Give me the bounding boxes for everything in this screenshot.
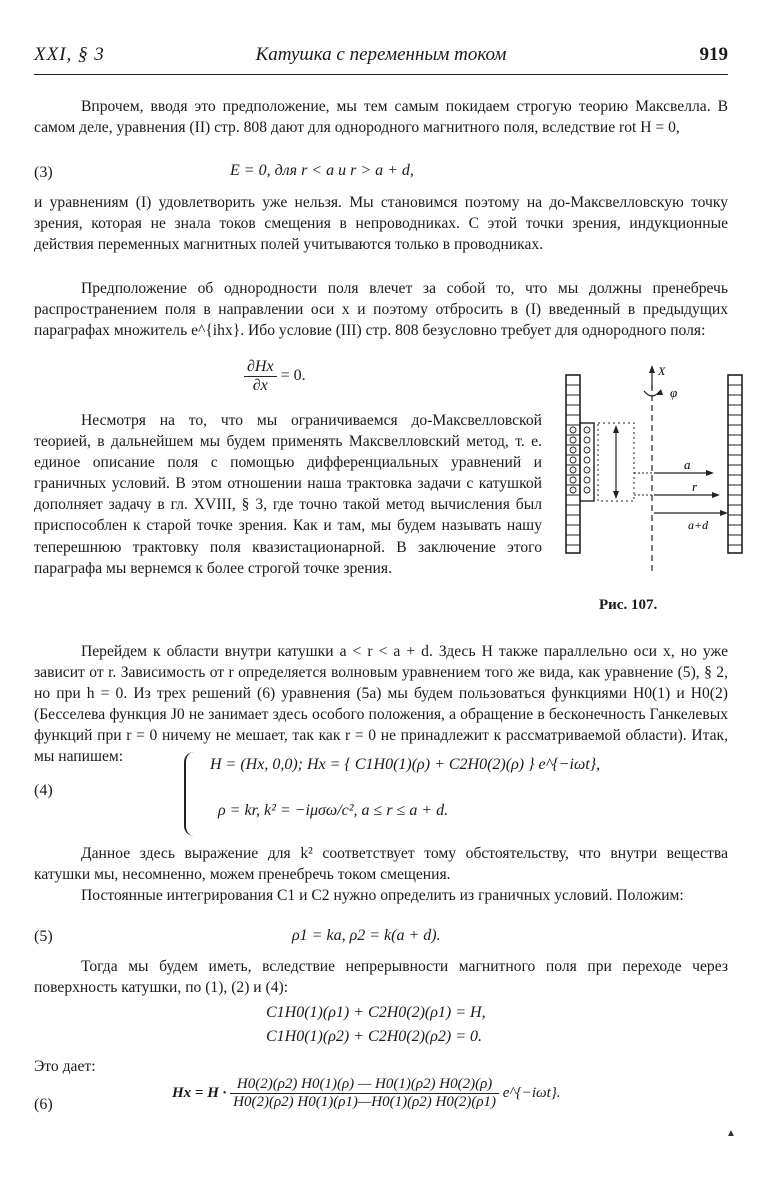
- paragraph-4: Несмотря на то, что мы ограничиваемся до-Максвелловской теорией, в дальнейшем мы будем применять Максвелловский метод, т. е. единое описание поля с помощью дифференциальных уравнений и граничных условий. В этом отношении наша трактовка задачи с катушкой дополняет задачу в гл. XVIII, § 3, где точно такой метод вычисления был приспособлен к старой точке зрения. Как и там, мы будем называть нашу теперешнюю трактовку поля квазистационарной. В заключение этого параграфа мы вернемся к более строгой точке зрения.: [34, 412, 542, 577]
- paragraph-2: и уравнениям (I) удовлетворить уже нельзя. Мы становимся поэтому на до-Максвелловскую точку зрения, которая не знала токов смещения в непроводниках. С этой точки зрения, индукционные действия переменных магнитных полей учитываются только в проводниках.: [34, 194, 728, 254]
- eq4-line-2: ρ = kr, k² = −iμσω/c², a ≤ r ≤ a + d.: [218, 802, 449, 819]
- eq6-number: (6): [34, 1096, 53, 1113]
- eq4-number: (4): [34, 782, 53, 799]
- eq5: ρ1 = ka, ρ2 = k(a + d).: [292, 927, 441, 944]
- div-fraction: [244, 358, 277, 395]
- eq5-number: (5): [34, 928, 53, 945]
- label-a-plus-d: a+d: [688, 518, 709, 532]
- eq3-number: (3): [34, 164, 53, 181]
- coil-section: [580, 423, 594, 501]
- eq4-line-1: H = (Hx, 0,0); Hx = { C1H0(1)(ρ) + C2H0(2)(ρ) } e^{−iωt},: [210, 756, 601, 773]
- boundary-condition-2: C1H0(1)(ρ2) + C2H0(2)(ρ2) = 0.: [266, 1028, 483, 1045]
- eq6-tail: e^{−iωt}.: [502, 1084, 561, 1101]
- paragraph-8: Тогда мы будем иметь, вследствие непрерывности магнитного поля при переходе через поверхность катушки, по (1), (2) и (4):: [34, 958, 728, 997]
- header-rule: [34, 74, 728, 75]
- paragraph-1: Впрочем, вводя это предположение, мы тем самым покидаем строгую теорию Максвелла. В самом деле, уравнения (II) стр. 808 дают для однородного магнитного поля, вследствие rot H = 0,: [34, 98, 728, 137]
- eq6: [172, 1076, 561, 1111]
- coil-left-wall: [566, 375, 580, 553]
- figure-caption: Рис. 107.: [599, 597, 658, 613]
- running-title: Катушка с переменным током: [255, 44, 507, 65]
- paragraph-6: Данное здесь выражение для k² соответствует тому обстоятельству, что внутри вещества катушки мы, несомненно, можем пренебречь током смещения.: [34, 845, 728, 884]
- eq4-brace: [184, 752, 194, 836]
- running-header: [34, 40, 728, 70]
- eq3: E = 0, для r < a и r > a + d,: [230, 162, 414, 179]
- div-rhs: = 0.: [280, 367, 306, 385]
- coil-right-wall: [728, 375, 742, 553]
- paragraph-3: Предположение об однородности поля влечет за собой то, что мы должны пренебречь распространением поля в направлении оси x и поэтому отбросить в (I) введенный в предыдущих параграфах множитель e^{ihx}. Ибо условие (III) стр. 808 безусловно требует для однородного поля:: [34, 280, 728, 340]
- chapter-section: XXI, § 3: [34, 44, 105, 65]
- paragraph-9: Это дает:: [34, 1058, 96, 1075]
- figure-107: [564, 365, 744, 585]
- boundary-condition-1: C1H0(1)(ρ1) + C2H0(2)(ρ1) = H,: [266, 1004, 486, 1021]
- eq6-fraction: [230, 1076, 499, 1111]
- eq6-lhs: Hx = H ·: [172, 1084, 227, 1101]
- divergence-equation: [244, 358, 306, 395]
- paragraph-7: Постоянные интегрирования C1 и C2 нужно определить из граничных условий. Положим:: [81, 887, 684, 904]
- label-phi: φ: [670, 385, 678, 400]
- page-number: 919: [699, 44, 728, 65]
- corner-mark: ▲: [726, 1128, 736, 1139]
- paragraph-5: Перейдем к области внутри катушки a < r < a + d. Здесь H также параллельно оси x, но уже зависит от r. Зависимость от r определяется волновым уравнением того же вида, как уравнение (5), § 2, но при h = 0. Из трех решений (6) уравнения (5a) мы будем пользоваться функциями H0(1) и H0(2) (Бесселева функция J0 не занимает здесь особого положения, а обращение в бесконечность Ганкелевых функций при r = 0 ничему не мешает, так как r = 0 не принадлежит к рассматриваемой области). Итак, мы напишем:: [34, 643, 728, 766]
- label-x: X: [658, 365, 666, 378]
- label-r: r: [692, 479, 698, 494]
- div-numerator: ∂Hx: [244, 358, 277, 377]
- book-page: [34, 40, 736, 1180]
- div-denominator: ∂x: [252, 377, 268, 394]
- eq6-numerator: H0(2)(ρ2) H0(1)(ρ) — H0(1)(ρ2) H0(2)(ρ): [230, 1076, 499, 1094]
- eq6-denominator: H0(2)(ρ2) H0(1)(ρ1)—H0(1)(ρ2) H0(2)(ρ1): [233, 1094, 497, 1110]
- label-a: a: [684, 457, 691, 472]
